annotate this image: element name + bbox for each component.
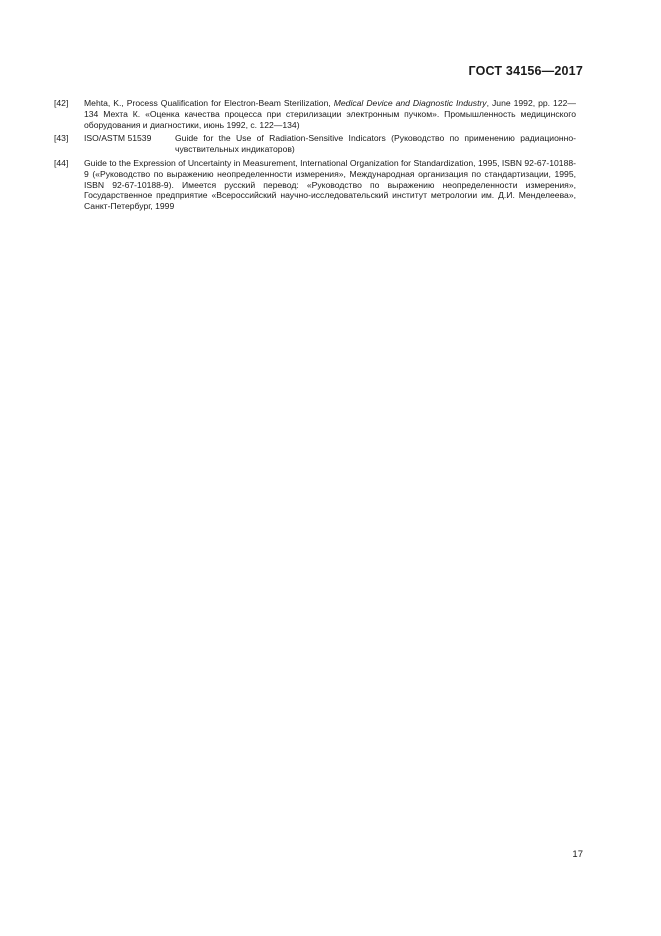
entry-text bbox=[84, 98, 576, 130]
bibliography-entry-44 bbox=[54, 158, 576, 212]
bibliography-list bbox=[54, 98, 576, 215]
standard-title: Guide for the Use of Radiation-Sensitive Indicators (Руководство по применению радиационно-чувствительных индикаторов) bbox=[175, 133, 576, 155]
page-number: 17 bbox=[572, 849, 583, 860]
entry-text-part: Mehta, K., Process Qualification for Electron-Beam Sterilization, bbox=[84, 98, 334, 108]
journal-title: Medical Device and Diagnostic Industry bbox=[333, 98, 487, 108]
bibliography-entry-42 bbox=[54, 98, 576, 130]
entry-number: [44] bbox=[54, 157, 69, 168]
entry-text bbox=[84, 158, 576, 212]
entry-text bbox=[84, 133, 576, 155]
entry-text-part: , June 1992, pp. 122—134 Мехта К. «Оценка качества процесса при стерилизации электронным пучком». Промышленность медицинского оборудования и диагностики, июнь 1992, с. 122—134) bbox=[84, 98, 576, 130]
entry-number: [42] bbox=[54, 98, 69, 108]
entry-text-part: Guide to the Expression of Uncertainty in Measurement, International Organization for Standardization, 1995, ISBN 92-67-10188-9 («Руководство по выражению неопределенности измерения», Международная организация по стандартизации, 1995, ISBN 92-67-10188-9). Имеется русский перевод: «Руководство по выражению неопределенности измерения», Государственное предприятие «Всероссийский научно-исследовательский институт метрологии им. Д.И. Менделеева», Санкт-Петербург, 1999 bbox=[84, 157, 576, 212]
bibliography-entry-43 bbox=[54, 133, 576, 155]
page-header-standard-id: ГОСТ 34156—2017 bbox=[468, 64, 583, 78]
standard-code: ISO/ASTM 51539 bbox=[84, 133, 152, 144]
entry-number: [43] bbox=[54, 133, 69, 144]
